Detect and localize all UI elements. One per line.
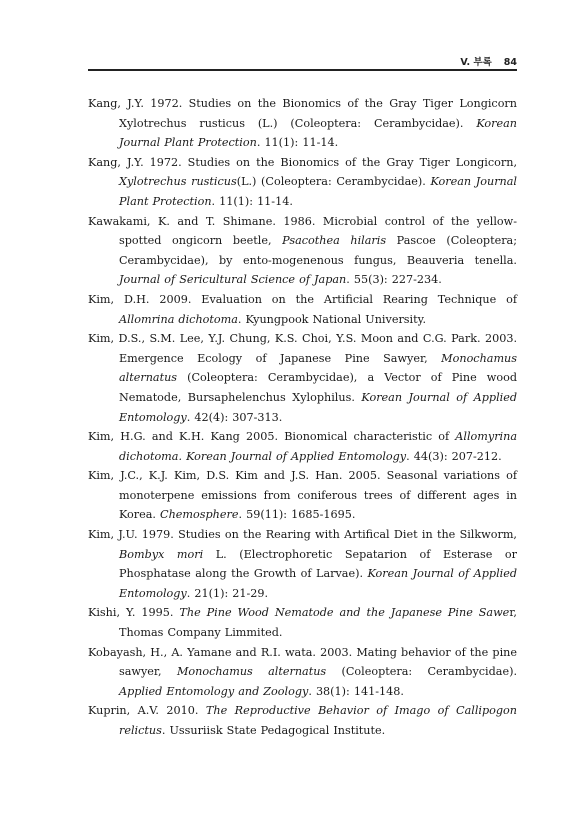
reference-italic-text: Korean Journal Plant Protection [119,175,517,208]
reference-italic-text: Monochamus alternatus [176,665,327,679]
reference-text: (L.) (Coleoptera: Cerambycidae). [236,175,431,189]
reference-text: Kang, J.Y. 1972. Studies on the Bionomics of the Gray Tiger Longicorn, [88,155,517,169]
reference-text: Kawakami, K. and T. Shimane. 1986. Microbial control of the yellow-spotted ongicorn beetle, [88,214,517,248]
reference-text: r, Thomas Company Limmited. [119,606,517,640]
reference-italic-text: Korean Journal of Applied Entomology [119,567,518,600]
reference-text: Kim, J.C., K.J. Kim, D.S. Kim and J.S. Han. 2005. Seasonal variations of monoterpene emissions from coniferous trees of different ages in Korea. [88,469,517,522]
reference-text: (Coleoptera: Cerambycidae), a Vector of Pine wood Nematode, Bursaphelenchus Xylophilus. [119,371,517,404]
reference-text: Kuprin, A.V. 2010. [88,704,206,718]
reference-italic-text: Allomyrina dichotoma. Korean Journal of Applied Entomology [119,430,517,463]
reference-entry [88,290,517,329]
reference-entry [88,153,517,212]
reference-list [88,94,517,741]
reference-entry [88,525,517,603]
reference-text: . 59(11): 1685-1695. [238,508,356,522]
reference-italic-text: Chemosphere [160,508,239,522]
reference-text: . 11(1): 11-14. [256,136,339,150]
reference-text: Kishi, Y. 1995. [88,606,180,620]
reference-entry [88,329,517,427]
reference-text: . 42(4): 307-313. [186,410,283,424]
header-rule [88,69,517,71]
reference-text: Kang, J.Y. 1972. Studies on the Bionomics of the Gray Tiger Longicorn Xylotrechus rusticus (L.) (Coleoptera: Cerambycidae). [88,97,517,130]
reference-text: Kim, D.S., S.M. Lee, Y.J. Chung, K.S. Choi, Y.S. Moon and C.G. Park. 2003. Emergence Ecology of Japanese Pine Sawyer, [88,332,517,365]
reference-italic-text: Korean Journal Plant Protection [119,116,517,150]
reference-text: L. (Electrophoretic Sepatarion of Esterase or Phosphatase along the Growth of Larvae). [119,547,517,581]
reference-text: . 55(3): 227-234. [346,273,442,287]
reference-entry [88,427,517,466]
reference-italic-text: Applied Entomology and Zoology [119,684,309,698]
reference-text: Kim, D.H. 2009. Evaluation on the Artificial Rearing Technique of [88,292,517,306]
reference-italic-text: Bombyx mori [119,547,204,561]
reference-text: (Coleoptera: Cerambycidae). [326,665,517,679]
reference-entry [88,603,517,642]
reference-italic-text: Allomrina dichotoma [119,312,238,326]
reference-italic-text: Journal of Sericultural Science of Japan [119,273,347,287]
reference-italic-text: The Pine Wood Nematode and the Japanese Pine Sawe [179,606,510,620]
reference-entry [88,643,517,702]
reference-text: Kobayash, H., A. Yamane and R.I. wata. 2003. Mating behavior of the pine sawyer, [88,645,517,679]
reference-text: . 11(1): 11-14. [211,194,293,208]
section-title: V. 부록 [460,57,492,68]
reference-text: . 38(1): 141-148. [308,684,404,698]
reference-italic-text: Xylotrechus rusticus [119,175,237,189]
reference-text: Pascoe (Coleoptera; Cerambycidae), by ento-mogenenous fungus, Beauveria tenella. [119,234,517,267]
page-number: 84 [503,57,517,68]
reference-italic-text: Monochamus alternatus [119,351,517,385]
reference-entry [88,701,517,740]
reference-text: Kim, H.G. and K.H. Kang 2005. Bionomical characteristic of [88,430,456,444]
running-header [460,54,517,68]
reference-italic-text: Psacothea hilaris [282,234,387,248]
reference-entry [88,212,517,290]
reference-entry [88,94,517,153]
reference-text: Kim, J.U. 1979. Studies on the Rearing with Artifical Diet in the Silkworm, [88,528,517,542]
reference-italic-text: The Reproductive Behavior of Imago of Callipogon relictus [119,704,517,737]
reference-entry [88,466,517,525]
reference-text: . Ussuriisk State Pedagogical Institute. [161,724,386,737]
reference-italic-text: Korean Journal of Applied Entomology [119,390,518,424]
reference-text: . 21(1): 21-29. [186,586,269,600]
reference-text: . Kyungpook National University. [237,312,427,326]
reference-text: . 44(3): 207-212. [406,449,502,463]
